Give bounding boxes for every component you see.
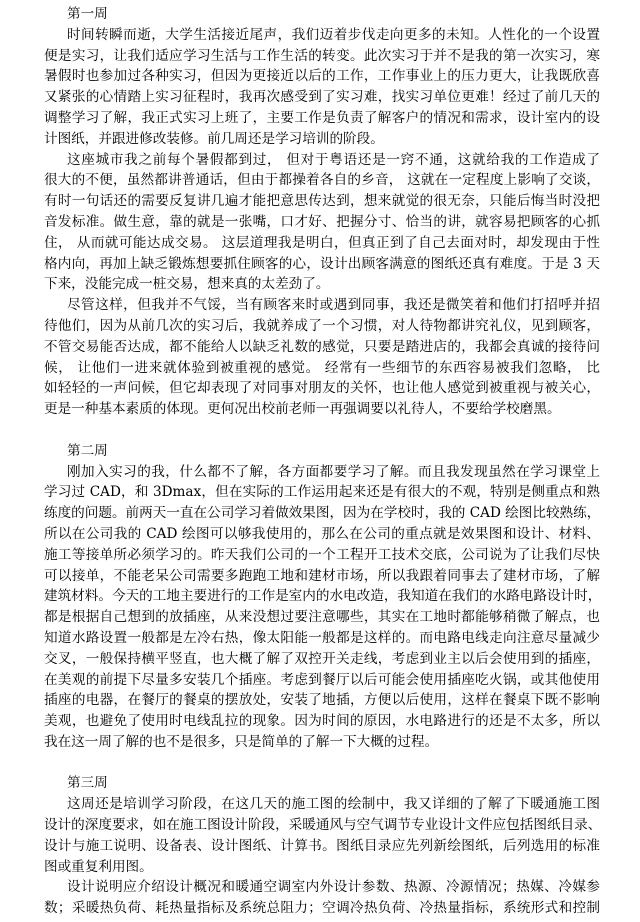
paragraph-line: 数；采暖热负荷、耗热量指标及系统总阻力；空调冷热负荷、冷热量指标，系统形式和控制 — [44, 900, 600, 917]
section-week-2 — [44, 441, 600, 753]
paragraph-line: 又紧张的心情踏上实习征程时，我再次感受到了实习难，找实习单位更难！经过了前几天的 — [44, 89, 600, 106]
blank-line — [44, 420, 600, 441]
paragraph-line: 刚加入实习的我，什么都不了解，各方面都要学习了解。而且我发现虽然在学习课堂上 — [67, 463, 600, 480]
document-page — [44, 4, 600, 919]
paragraph-line: 这座城市我之前每个暑假都到过， 但对于粤语还是一窍不通，这就给我的工作造成了 — [67, 151, 600, 168]
paragraph — [44, 462, 600, 753]
paragraph-line: 如轻轻的一声问候，但它却表现了对同事对朋友的关怀，也让他人感觉到被重视与被关心， — [44, 380, 600, 397]
blank-line — [44, 753, 600, 774]
paragraph-line: 住， 从而就可能达成交易。 这层道理我是明白，但真正到了自己去面对时，却发现由于性 — [44, 234, 600, 251]
paragraph-line: 我在这一周了解的也不是很多，只是简单的了解一下大概的过程。 — [44, 733, 439, 750]
paragraph-line: 美观，也避免了使用时电线乱拉的现象。因为时间的原因，水电路进行的还是不太多，所以 — [44, 713, 600, 730]
section-heading: 第一周 — [67, 6, 108, 22]
paragraph — [44, 25, 600, 150]
paragraph-line: 暑假时也参加过各种实习，但因为更接近以后的工作，工作事业上的压力更大，让我既欣喜 — [44, 68, 600, 85]
paragraph-line: 知道水路设置一般都是左冷右热，像太阳能一般都是这样的。而电路电线走向注意尽量减少 — [44, 629, 600, 646]
paragraph-line: 练度的问题。前两天一直在公司学习着做效果图，因为在学校时，我的 CAD 绘图比较熟练， — [44, 505, 601, 522]
paragraph-line: 设计说明应介绍设计概况和暖通空调室内外设计参数、热源、冷源情况；热媒、冷媒参 — [67, 879, 600, 896]
section-week-1 — [44, 4, 600, 420]
paragraph-line: 在美观的前提下尽量多安装几个插座。考虑到餐厅以后可能会使用插座吃火锅，或其他使用 — [44, 671, 600, 688]
paragraph-line: 候， 让他们一进来就体验到被重视的感觉。 经常有一些细节的东西容易被我们忽略， 比 — [44, 359, 600, 376]
paragraph-line: 不管交易能否达成，都不能给人以缺乏礼数的感觉，只要是踏进店的，我都会真诚的接待问 — [44, 338, 600, 355]
paragraph-line: 有时一句话还的需要反复讲几遍才能把意思传达到，想来就觉的很无奈，只能后悔当时没把 — [44, 193, 600, 210]
section-week-3 — [44, 773, 600, 919]
paragraph-line: 便是实习，让我们适应学习生活与工作生活的转变。此次实习于并不是我的第一次实习，寒 — [44, 47, 600, 64]
paragraph-line: 更是一种基本素质的体现。更何况出校前老师一再强调要以礼待人，不要给学校磨黑。 — [44, 401, 561, 418]
paragraph-line: 可以接单，不能老呆公司需要多跑跑工地和建材市场，所以我跟着同事去了建材市场，了解 — [44, 567, 600, 584]
paragraph — [44, 150, 600, 296]
paragraph-line: 设计的深度要求，如在施工图设计阶段，采暖通风与空气调节专业设计文件应包括图纸目录、 — [44, 817, 602, 834]
paragraph-line: 图或重复利用图。 — [44, 858, 153, 875]
paragraph-line: 交叉，一般保持横平竖直，也大概了解了双控开关走线，考虑到业主以后会使用到的插座， — [44, 650, 600, 667]
paragraph — [44, 877, 600, 919]
paragraph-line: 计图纸，并跟进修改装修。前几周还是学习培训的阶段。 — [44, 130, 384, 147]
section-heading: 第二周 — [67, 442, 108, 459]
paragraph-line: 时间转瞬而逝，大学生活接近尾声，我们迈着步伐走向更多的未知。人性化的一个设置 — [67, 26, 600, 43]
paragraph-line: 所以在公司我的 CAD 绘图可以够我使用的，那么在公司的重点就是效果图和设计、材料、 — [44, 525, 600, 542]
paragraph-line: 格内向，再加上缺乏锻炼想要抓住顾客的心，设计出顾客满意的图纸还真有难度。于是 3 天 — [44, 255, 600, 272]
paragraph-line: 设计与施工说明、设备表、设计图纸、计算书。图纸目录应先列新绘图纸，后列选用的标准 — [44, 837, 600, 854]
paragraph-line: 音发标准。做生意，靠的就是一张嘴，口才好、把握分寸、恰当的讲，就容易把顾客的心抓 — [44, 213, 600, 230]
paragraph-line: 都是根据自己想到的放插座，从来没想过要注意哪些，其实在工地时都能够稍微了解点，也 — [44, 609, 600, 626]
section-heading: 第三周 — [67, 775, 108, 792]
paragraph-line: 下来，没能完成一桩交易，想来真的太差劲了。 — [44, 276, 330, 293]
paragraph-line: 这周还是培训学习阶段，在这几天的施工图的绘制中，我又详细的了解了下暖通施工图 — [67, 796, 600, 813]
paragraph-line: 插座的电器，在餐厅的餐桌的摆放处，安装了地插，方便以后使用，这样在餐桌下既不影响 — [44, 692, 600, 709]
paragraph-line: 建筑材料。今天的工地主要进行的工作是室内的水电改造，我知道在我们的水路电路设计时， — [44, 588, 602, 605]
paragraph-line: 很大的不便，虽然都讲普通话，但由于都操着各自的乡音， 这就在一定程度上影响了交谈， — [44, 172, 600, 189]
paragraph-line: 学习过 CAD，和 3Dmax，但在实际的工作运用起来还是有很大的不观，特别是侧重点和熟 — [44, 484, 600, 501]
paragraph — [44, 794, 600, 877]
paragraph-line: 施工等接单所必须学习的。昨天我们公司的一个工程开工技术交底，公司说为了让我们尽快 — [44, 546, 600, 563]
paragraph-line: 待他们，因为从前几次的实习后，我就养成了一个习惯，对人待物都讲究礼仪，见到顾客， — [44, 317, 600, 334]
paragraph — [44, 295, 600, 420]
paragraph-line: 调整学习了解，我正式实习上班了，主要工作是负责了解客户的情况和需求，设计室内的设 — [44, 109, 600, 126]
paragraph-line: 尽管这样，但我并不气馁，当有顾客来时或遇到同事，我还是微笑着和他们打招呼并招 — [67, 297, 600, 314]
